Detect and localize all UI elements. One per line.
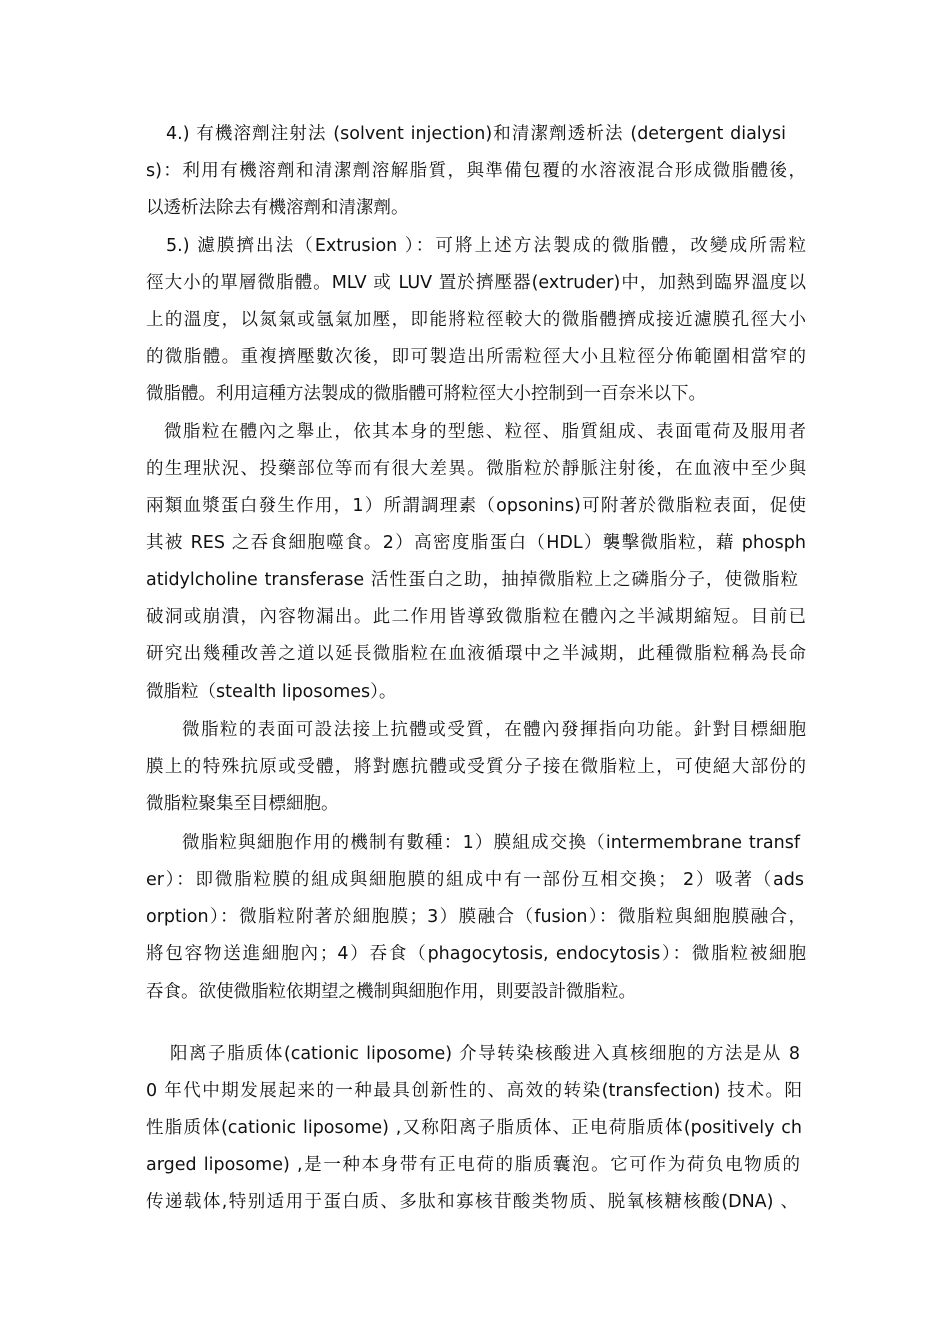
text-line: 的生理狀況、投藥部位等而有很大差異。微脂粒於靜脈注射後，在血液中至少與 (146, 459, 806, 479)
text-line: 其被 RES 之吞食細胞噬食。2）高密度脂蛋白（HDL）襲擊微脂粒，藉 phosph (146, 533, 806, 553)
text-line: er）：即微脂粒膜的組成與細胞膜的組成中有一部份互相交換； 2）吸著（ads (146, 870, 804, 890)
text-line: 研究出幾種改善之道以延長微脂粒在血液循環中之半減期，此種微脂粒稱為長命 (146, 644, 806, 664)
text-line: s)：利用有機溶劑和清潔劑溶解脂質，與準備包覆的水溶液混合形成微脂體後， (146, 161, 806, 181)
text-line: 微脂粒聚集至目標細胞。 (146, 794, 339, 814)
text-line: 微脂粒在體內之舉止，依其本身的型態、粒徑、脂質組成、表面電荷及服用者 (164, 422, 806, 442)
text-line: 徑大小的單層微脂體。MLV 或 LUV 置於擠壓器(extruder)中，加熱到臨界溫度以 (146, 273, 806, 293)
text-line: arged liposome) ,是一种本身带有正电荷的脂质囊泡。它可作为荷负电物质的 (146, 1155, 800, 1175)
text-line: 微脂粒的表面可設法接上抗體或受質，在體內發揮指向功能。針對目標細胞 (182, 720, 806, 740)
text-line: 性脂质体(cationic liposome) ,又称阳离子脂质体、正电荷脂质体(positively ch (146, 1118, 802, 1138)
text-line: 阳离子脂质体(cationic liposome) 介导转染核酸进入真核细胞的方法是从 8 (170, 1044, 800, 1064)
text-line: 上的溫度，以氮氣或氬氣加壓，即能將粒徑較大的微脂體擠成接近濾膜孔徑大小 (146, 310, 806, 330)
text-line: 膜上的特殊抗原或受體，將對應抗體或受質分子接在微脂粒上，可使絕大部份的 (146, 757, 806, 777)
text-line: 兩類血漿蛋白發生作用，1）所謂調理素（opsonins)可附著於微脂粒表面，促使 (146, 496, 806, 516)
text-line: 微脂粒與細胞作用的機制有數種：1）膜組成交換（intermembrane transf (182, 833, 800, 853)
text-line: 吞食。欲使微脂粒依期望之機制與細胞作用，則要設計微脂粒。 (146, 982, 636, 1002)
text-line: 5.) 濾膜擠出法（Extrusion ）：可將上述方法製成的微脂體，改變成所需粒 (166, 236, 806, 256)
text-line: 將包容物送進細胞內；4）吞食（phagocytosis, endocytosis）：微脂粒被細胞 (146, 944, 806, 964)
text-line: 的微脂體。重複擠壓數次後，即可製造出所需粒徑大小且粒徑分佈範圍相當窄的 (146, 347, 806, 367)
text-line: 微脂體。利用這種方法製成的微脂體可將粒徑大小控制到一百奈米以下。 (146, 384, 706, 404)
text-line: 4.) 有機溶劑注射法 (solvent injection)和清潔劑透析法 (detergent dialysi (166, 124, 786, 144)
text-line: atidylcholine transferase 活性蛋白之助，抽掉微脂粒上之磷脂分子，使微脂粒 (146, 570, 798, 590)
text-line: 传递载体,特别适用于蛋白质、多肽和寡核苷酸类物质、脱氧核糖核酸(DNA) 、 (146, 1192, 798, 1212)
text-line: 0 年代中期发展起来的一种最具创新性的、高效的转染(transfection) 技术。阳 (146, 1081, 802, 1101)
text-line: 破洞或崩潰，內容物漏出。此二作用皆導致微脂粒在體內之半減期縮短。目前已 (146, 607, 806, 627)
text-line: 以透析法除去有機溶劑和清潔劑。 (146, 198, 409, 218)
text-line: orption）：微脂粒附著於細胞膜；3）膜融合（fusion）：微脂粒與細胞膜融合， (146, 907, 806, 927)
text-line: 微脂粒（stealth liposomes）。 (146, 682, 397, 702)
